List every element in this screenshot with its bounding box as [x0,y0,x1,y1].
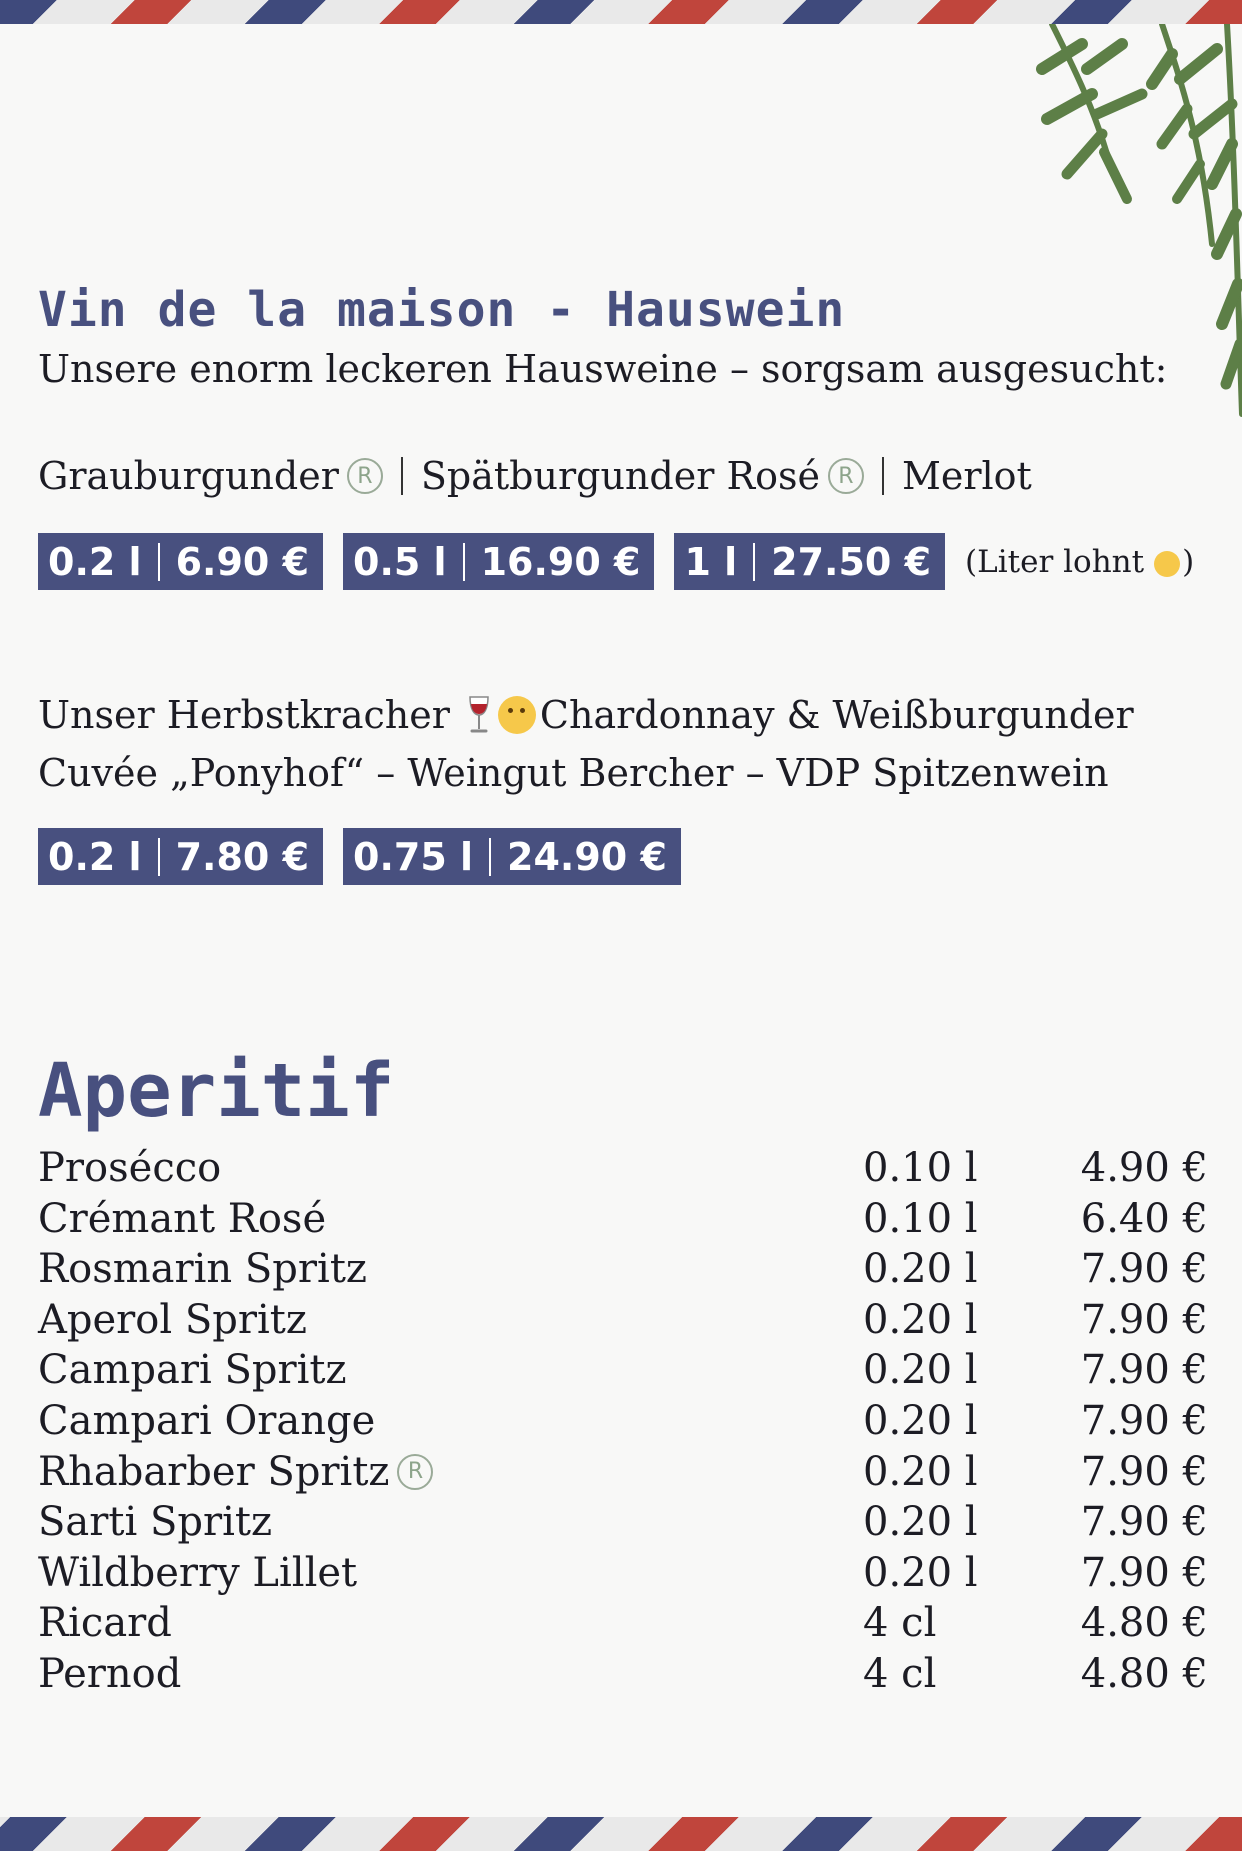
house-wine-heading: Vin de la maison - Hauswein [38,282,846,338]
aperitif-volume: 0.20 l [863,1499,978,1546]
aperitif-price: 4.90 € [1080,1145,1208,1191]
yummy-face-icon [498,696,536,734]
price-tag [38,828,323,885]
aperitif-name-cell [38,1398,375,1444]
aperitif-name: Sarti Spritz [38,1499,273,1546]
special-line-2: Cuvée „Ponyhof“ – Weingut Bercher – VDP Spitzenwein [38,751,1109,795]
aperitif-volume: 0.20 l [863,1246,978,1293]
special-wine-name: Chardonnay & Weißburgunder [539,693,1134,737]
aperitif-volume: 0.20 l [863,1549,978,1596]
registered-mark-icon: R [397,1454,433,1490]
aperitif-row [38,1550,1208,1601]
aperitif-row [38,1196,1208,1247]
aperitif-price: 7.90 € [1080,1347,1208,1394]
price-tag [38,533,323,590]
aperitif-list [38,1145,1208,1702]
wine-name-spaetburgunder: Spätburgunder Rosé [420,454,820,498]
airmail-stripe-bottom [0,1817,1242,1851]
divider [158,838,160,876]
liter-note-text: (Liter lohnt [965,543,1145,580]
aperitif-row [38,1398,1208,1449]
aperitif-volume: 0.20 l [863,1296,978,1343]
aperitif-price: 6.40 € [1080,1195,1208,1242]
aperitif-row [38,1651,1208,1702]
aperitif-name: Wildberry Lillet [38,1549,358,1596]
price-tag [674,533,945,590]
price-tag-price: 6.90 € [175,539,310,584]
aperitif-name: Crémant Rosé [38,1195,327,1242]
aperitif-name: Rhabarber Spritz [38,1448,390,1495]
aperitif-volume: 0.10 l [863,1195,978,1242]
winking-face-icon [1154,551,1180,577]
aperitif-price: 7.90 € [1080,1246,1208,1293]
aperitif-price: 7.90 € [1080,1499,1208,1546]
price-tag-price: 16.90 € [480,539,641,584]
registered-mark-icon: R [347,458,383,494]
aperitif-name-cell [38,1499,272,1545]
registered-mark-icon: R [828,458,864,494]
aperitif-name-cell [38,1347,347,1393]
divider [753,543,755,581]
divider [401,457,403,495]
aperitif-name-cell [38,1246,367,1292]
aperitif-volume: 0.20 l [863,1448,978,1495]
aperitif-name: Campari Spritz [38,1347,347,1394]
aperitif-name: Aperol Spritz [38,1296,307,1343]
aperitif-name-cell [38,1600,172,1646]
aperitif-row [38,1297,1208,1348]
price-tag-price: 27.50 € [771,539,932,584]
aperitif-name-cell [38,1145,221,1191]
aperitif-volume: 0.10 l [863,1145,978,1191]
price-tag-size: 0.2 l [48,834,142,879]
divider [463,543,465,581]
wine-glass-icon [464,695,494,735]
house-wine-subtitle: Unsere enorm leckeren Hausweine – sorgsam ausgesucht: [38,347,1168,391]
aperitif-row [38,1449,1208,1500]
house-wine-prices [38,533,1194,590]
aperitif-price: 7.90 € [1080,1397,1208,1444]
aperitif-volume: 0.20 l [863,1347,978,1394]
aperitif-name: Rosmarin Spritz [38,1246,367,1293]
liter-note-close: ) [1182,543,1195,580]
divider [158,543,160,581]
special-prices [38,828,701,885]
wine-name-grauburgunder: Grauburgunder [38,454,339,498]
aperitif-row [38,1145,1208,1196]
price-tag [343,828,681,885]
aperitif-name: Ricard [38,1600,172,1647]
wine-name-merlot: Merlot [901,454,1032,498]
aperitif-name: Pernod [38,1650,182,1697]
aperitif-row [38,1347,1208,1398]
aperitif-volume: 4 cl [863,1600,937,1647]
aperitif-row [38,1246,1208,1297]
liter-note [965,544,1194,580]
house-wine-varieties [38,454,1032,498]
aperitif-volume: 0.20 l [863,1397,978,1444]
price-tag-price: 7.80 € [175,834,310,879]
price-tag-size: 0.5 l [353,539,447,584]
aperitif-heading: Aperitif [38,1048,395,1134]
aperitif-price: 4.80 € [1080,1600,1208,1647]
special-line-1 [38,693,1134,737]
aperitif-name-cell [38,1651,181,1697]
aperitif-volume: 4 cl [863,1650,937,1697]
aperitif-name: Prosécco [38,1145,222,1191]
aperitif-row [38,1600,1208,1651]
aperitif-name-cell [38,1550,357,1596]
price-tag-size: 0.2 l [48,539,142,584]
aperitif-price: 4.80 € [1080,1650,1208,1697]
divider [489,838,491,876]
aperitif-price: 7.90 € [1080,1549,1208,1596]
aperitif-price: 7.90 € [1080,1448,1208,1495]
aperitif-name-cell [38,1297,307,1343]
aperitif-name-cell [38,1449,433,1495]
price-tag [343,533,654,590]
price-tag-size: 0.75 l [353,834,474,879]
special-intro: Unser Herbstkracher [38,693,450,737]
price-tag-price: 24.90 € [507,834,667,879]
divider [882,457,884,495]
airmail-stripe-top [0,0,1242,24]
aperitif-price: 7.90 € [1080,1296,1208,1343]
aperitif-name: Campari Orange [38,1397,376,1444]
aperitif-row [38,1499,1208,1550]
aperitif-name-cell [38,1196,326,1242]
price-tag-size: 1 l [684,539,738,584]
